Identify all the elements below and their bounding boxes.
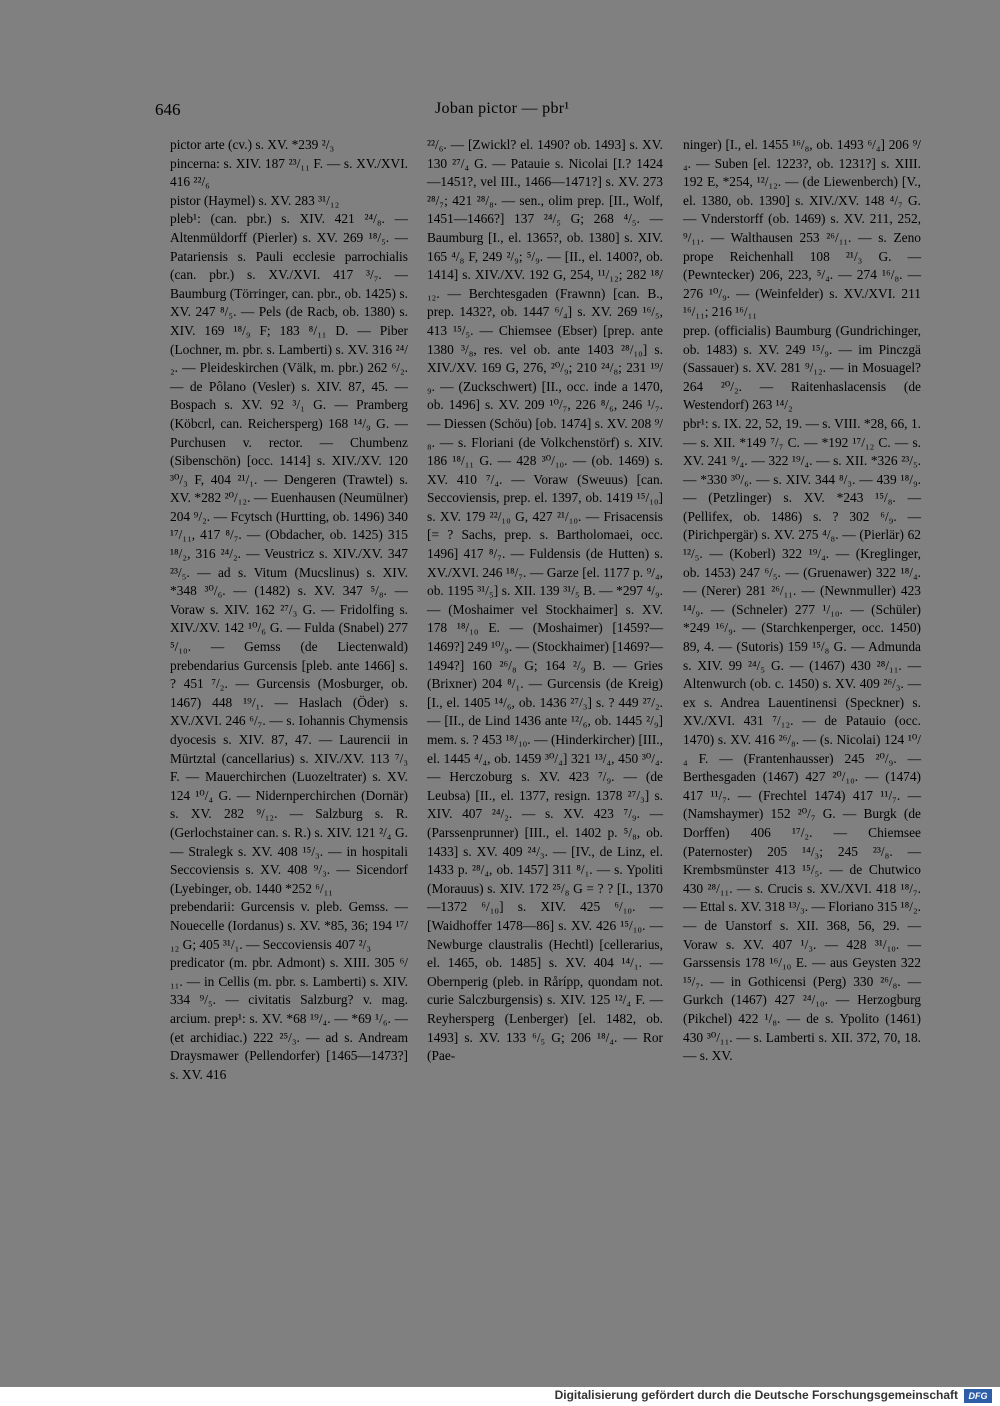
entry-prebendarii: prebendarii: Gurcensis v. pleb. Gemss. — Nouecelle (Iordanus) s. XV. *85, 36; 194 ¹⁷/₁₂ G; 405 ³¹/₁. — Seccoviensis 407 ²/₃ [170, 899, 408, 952]
text-column-3 [683, 136, 921, 1066]
entry-pincerna: pincerna: s. XIV. 187 ²³/₁₁ F. — s. XV./XVI. 416 ²²/₆ [170, 155, 408, 190]
text-column-1 [170, 136, 408, 1084]
entry-pistor: pistor (Haymel) s. XV. 283 ³¹/₁₂ [170, 192, 340, 208]
entry-predicator: predicator (m. pbr. Admont) s. XIII. 305 ⁶/₁₁. — in Cellis (m. pbr. s. Lamberti) s. XIV. 334 ⁹/₅. — civitatis Salzburg? v. mag. arcium. prep¹: s. XV. *68 ¹⁹/₄. — *69 ¹/₆. — (et archidiac.) 222 ²⁵/₃. — ad s. Andream Draysmawer (Pellendorfer) [1465—1473?] s. XV. 416 [170, 955, 408, 1082]
funding-note: Digitalisierung gefördert durch die Deutsche Forschungsgemeinschaft [554, 1388, 958, 1402]
dfg-logo: DFG [964, 1389, 992, 1403]
text-column-2 [427, 136, 663, 1066]
entry-pleb: pleb¹: (can. pbr.) s. XIV. 421 ²⁴/₈. — Altenmüldorff (Pierler) s. XV. 269 ¹⁸/₅. — Patariensis s. Pauli ecclesie parrochialis (can. pbr.) s. XV./XVI. 417 ³/₇. — Baumburg (Törringer, can. pbr., ob. 1425) s. XV. 247 ⁸/₅. — Pels (de Racb, ob. 1380) s. XIV. 169 ¹⁸/₉ F; 183 ⁸/₁₁ D. — Piber (Lochner, m. pbr. s. Lamberti) s. XV. 316 ²⁴/₂. — Pleideskirchen (Välk, m. pbr.) 262 ⁶/₂. — de Pôlano (Vesler) s. XIV. 87, 45. — Bospach s. XV. 92 ³/₁ G. — Pramberg (Köbcrl, can. Reichersperg) 168 ¹⁴/₉ G. — Purchusen v. rector. — Chumbenz (Sibenschön) [occ. 1414] s. XIV./XV. 120 ³⁰/₃ F, 404 ²¹/₁. — Dengeren (Trawtel) s. XV. *282 ²⁰/₁₂. — Euenhausen (Neumülner) 204 ⁹/₂. — Fcytsch (Hurtting, ob. 1496) 340 ¹⁷/₁₁, 417 ⁸/₇. — (Obdacher, ob. 1425) 315 ¹⁸/₂, 316 ²⁴/₂. — Veustricz s. XIV./XV. 347 ²³/₅. — ad s. Vitum (Mucslinus) s. XIV. *348 ³⁰/₆. — (1482) s. XV. 347 ⁵/₈. — Voraw s. XIV. 162 ²⁷/₃ G. — Fridolfing s. XIV./XV. 142 ¹⁰/₆ G. — Fulda (Snabel) 277 ⁵/₁₀. — Gemss (de Liectenwald) prebendarius Gurcensis [pleb. ante 1466] s. ? 451 ⁷/₂. — Gurcensis (Mosburger, ob. 1467) 448 ¹⁹/₁. — Haslach (Öder) s. XV./XVI. 246 ⁶/₇. — s. Iohannis Chymensis dyocesis s. XIV. 87, 47. — Laurencii in Mürtztal (cancellarius) s. XIV./XV. 113 ⁷/₃ F. — Mauerchirchen (Luozeltrater) s. XV. 124 ¹⁰/₄ G. — Nidernperchirchen (Dornär) s. XV. 282 ⁹/₁₂. — Salzburg s. R. (Gerlochstainer can. s. R.) s. XIV. 121 ²/₄ G. — Stralegk s. XV. 408 ¹⁵/₃. — in hospitali Seccoviensis s. XV. 408 ⁹/₃. — Sicendorf (Lyebinger, ob. 1440 *252 ⁶/₁₁ [170, 211, 408, 896]
entry-prep-officialis: prep. (officialis) Baumburg (Gundrichinger, ob. 1483) s. XV. 249 ¹⁵/₉. — im Pinczgä (Sassauer) s. XV. 281 ⁹/₁₂. — in Mosuagel? 264 ²⁰/₂. — Raitenhaslacensis (de Westendorf) 263 ¹⁴/₂ [683, 322, 921, 413]
entry-pbr: pbr¹: s. IX. 22, 52, 19. — s. VIII. *28, 66, 1. — s. XII. *149 ⁷/₇ C. — *192 ¹⁷/₁₂ C. — s. XV. 241 ⁹/₄. — 322 ¹⁹/₄. — s. XII. *326 ²³/₅. — *330 ³⁰/₆. — s. XIV. 344 ⁸/₃. — 439 ¹⁸/₉. — (Petzlinger) s. XV. *243 ¹⁵/₈. — (Pellifex, ob. 1486) s. ? 302 ⁶/₉. — (Pirichpergär) s. XV. 275 ⁴/₈. — (Pierlär) 62 ¹²/₅. — (Koberl) 322 ¹⁹/₄. — (Kreglinger, ob. 1453) 247 ⁶/₅. — (Gruenawer) 322 ¹⁸/₄. — (Nerer) 281 ²⁶/₁₁. — (Newnmuller) 423 ¹⁴/₉. — (Schneler) 277 ¹/₁₀. — (Schüler) *249 ¹⁶/₉. — (Starchkenperger, occ. 1450) 89, 4. — (Sutoris) 159 ¹⁵/₈ G. — Admunda s. XIV. 99 ²⁴/₅ G. — (1467) 430 ²⁸/₁₁. — Altenwurch (ob. c. 1450) s. XV. 409 ²⁶/₃. — ex s. Andrea Lauentinensi (Speckner) s. XV./XVI. 431 ⁷/₁₂. — de Patauio (occ. 1470) s. XV. 416 ²⁶/₈. — (s. Nicolai) 124 ¹⁰/₄ F. — (Frantenhausser) 245 ²⁰/₉. — Berthesgaden (1467) 427 ²⁰/₁₀. — (1474) 417 ¹¹/₇. — (Frechtel 1474) 417 ¹¹/₇. — (Namshaymer) 152 ²⁰/₇ G. — Burgk (de Dorffen) 406 ¹⁷/₂. — Chiemsee (Paternoster) 205 ¹⁴/₃; 245 ²³/₈. — Krembsmünster 413 ¹⁵/₅. — de Chutwico 430 ²⁸/₁₁. — s. Crucis s. XV./XVI. 418 ¹⁸/₇. — Ettal s. XV. 318 ¹³/₃. — Floriano 315 ¹⁸/₂. — de Uanstorf s. XII. 368, 56, 29. — Voraw s. XV. 407 ¹/₃. — 428 ³¹/₁₀. — Garssensis 178 ¹⁶/₁₀ E. — aus Geysten 322 ¹⁵/₇. — in Gothicensi (Perg) 330 ²⁶/₈. — Gurkch (1467) 427 ²⁴/₁₀. — Herzogburg (Pikchel) 422 ¹/₈. — de s. Ypolito (1461) 430 ³⁰/₁₁. — s. Lamberti s. XII. 372, 70, 18. — s. XV. [683, 415, 921, 1064]
running-head: Joban pictor — pbr¹ [435, 100, 570, 117]
entry-prep-continued-2: ninger) [I., el. 1455 ¹⁶/₈, ob. 1493 ⁶/₄] 206 ⁹/₄. — Suben [el. 1223?, ob. 1231?] s. XIII. 192 E, *254, ¹²/₁₂. — (de Liewenberch) [V., el. 1380, ob. 1390] s. XIV./XV. 148 ⁴/₇ G. — Vnderstorff (ob. 1469) s. XV. 211, 252, ⁹/₁₁. — Walthausen 253 ²⁶/₁₁. — s. Zeno prope Reichenhall 108 ²¹/₃ G. — (Pewntecker) 206, 223, ⁵/₄. — 274 ¹⁶/₈. — 276 ¹⁰/₉. — (Weinfelder) s. XV./XVI. 211 ¹⁶/₁₁; 216 ¹⁶/₁₁ [683, 137, 921, 320]
entry-pictor: pictor arte (cv.) s. XV. *239 ²/₃ [170, 137, 335, 152]
page-header [155, 100, 920, 122]
footer-bar [0, 1387, 1000, 1406]
entry-prep-continued: ²²/₆. — [Zwickl? el. 1490? ob. 1493] s. XV. 130 ²⁷/₄ G. — Patauie s. Nicolai [I.? 1424—1451?, vel III., 1466—1471?] s. XV. 273 ²⁸/₇; 421 ²⁸/₈. — sen., olim prep. [II., Wolf, 1451—1466?] 137 ²⁴/₅ G; 268 ⁴/₅. — Baumburg [I., el. 1365?, ob. 1380] s. XIV. 165 ⁴/₈ F, 249 ²/₉; ⁵/₉. — [II., el. 1400?, ob. 1414] s. XIV./XV. 192 G, 254, ¹¹/₁₂; 282 ¹⁸/₁₂. — Berchtesgaden (Frawnn) [can. B., prep. 1432?, ob. 1447 ⁶/₄] s. XV. 269 ¹⁶/₅, 413 ¹⁵/₅. — Chiemsee (Ebser) [prep. ante 1380 ³/₈, res. vel ob. ante 1403 ²⁸/₁₀] s. XIV./XV. 169 G, 276, ²⁰/₉; 210 ²⁴/₈; 231 ¹⁹/₉. — (Zuckschwert) [II., occ. inde a 1470, ob. 1496] s. XV. 209 ¹⁰/₇, 226 ⁸/₆, 246 ¹/₇. — Diessen (Schöu) [ob. 1474] s. XV. 208 ⁹/₈. — s. Floriani (de Volkchenstörf) s. XIV. 186 ¹⁸/₁₁ G. — 428 ³⁰/₁₀. — (ob. 1469) s. XV. 410 ⁷/₄. — Voraw (Sweuus) [can. Seccoviensis, prep. el. 1397, ob. 1419 ¹⁵/₁₀] s. XV. 179 ²²/₁₀ G, 427 ²¹/₁₀. — Frisacensis [= ? Sachs, prep. s. Bartholomaei, occ. 1496] 417 ⁸/₇. — Fuldensis (de Hutten) s. XV./XVI. 246 ¹⁸/₇. — Garze [el. 1177 p. ⁹/₄, ob. 1195 ³¹/₅] s. XII. 139 ³¹/₅ B. — *297 ⁴/₉. — (Moshaimer vel Stockhaimer] s. XV. 178 ¹⁸/₁₀ E. — (Moshaimer) [1459?—1469?] 249 ¹⁰/₉. — (Stockhaimer) [1469?—1494?] 160 ²⁶/₈ G; 164 ²/₉ B. — Gries (Brixner) 204 ⁸/₁. — Gurcensis (de Kreig) [I., el. 1405 ¹⁴/₆, ob. 1436 ²⁷/₃] s. ? 449 ²⁷/₂. — [II., de Lind 1436 ante ¹²/₆, ob. 1445 ²/₉] mem. s. ? 453 ¹⁸/₁₀. — (Hinderkircher) [III., el. 1445 ⁴/₄, ob. 1459 ³⁰/₄] 321 ¹³/₄, 450 ³⁰/₄. — Herczoburg s. XV. 423 ⁷/₉. — (de Leubsa) [II., el. 1377, resign. 1378 ²⁷/₃] s. XIV. 407 ²⁴/₂. — s. XV. 423 ⁷/₉. — (Parssenprunner) [III., el. 1402 p. ⁵/₈, ob. 1433] s. XV. 409 ²⁴/₃. — [IV., de Linz, el. 1433 p. ²⁸/₄, ob. 1457] 311 ⁸/₁. — s. Ypoliti (Morauus) s. XIV. 172 ²⁵/₈ G = ? ? [I., 1370—1372 ⁶/₁₀] s. XIV. 425 ⁶/₁₀. — [Waidhoffer 1478—86] s. XV. 426 ¹⁵/₁₀. — Newburge claustralis (Hechtl) [cellerarius, el. 1465, ob. 1485] s. XV. 404 ¹⁴/₁. — Obernperig (pleb. in Rårípp, quondam not. curie Salczburgensis) s. XIV. 125 ¹²/₄ F. — Reyhersperg (Lenberger) [el. 1482, ob. 1493] s. XV. 133 ⁶/₅ G; 206 ¹⁸/₄. — Ror (Pae- [427, 137, 663, 1064]
page-number: 646 [155, 100, 181, 119]
